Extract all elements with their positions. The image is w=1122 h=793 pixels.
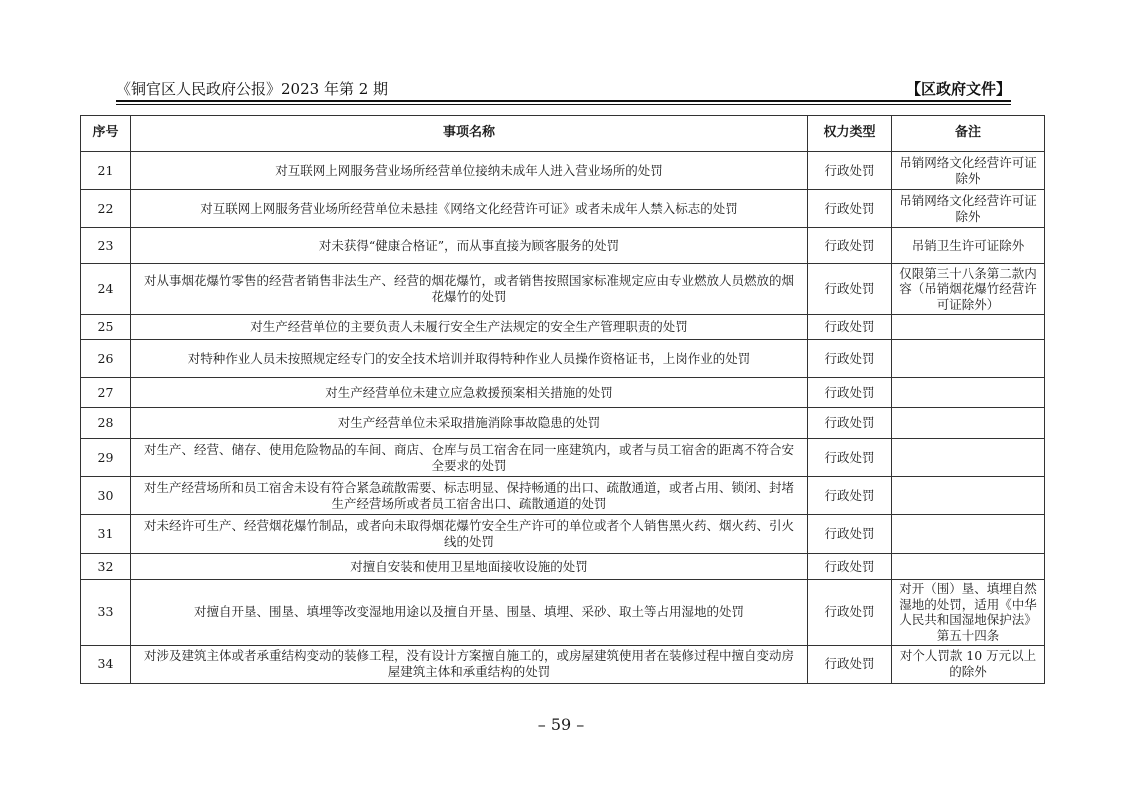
row-type: 行政处罚 — [808, 340, 892, 378]
row-no: 21 — [81, 152, 131, 190]
col-header-name: 事项名称 — [131, 116, 808, 152]
table-row — [81, 340, 1045, 378]
row-no: 26 — [81, 340, 131, 378]
row-name: 对生产经营单位未建立应急救援预案相关措施的处罚 — [131, 378, 808, 408]
row-no: 23 — [81, 228, 131, 264]
row-no: 29 — [81, 439, 131, 477]
header-rule-thin — [116, 104, 1011, 105]
row-note — [892, 515, 1045, 554]
header-rule-thick — [116, 100, 1011, 102]
row-name: 对未经许可生产、经营烟花爆竹制品，或者向未取得烟花爆竹安全生产许可的单位或者个人销售黑火药、烟火药、引火线的处罚 — [131, 515, 808, 554]
row-note: 吊销卫生许可证除外 — [892, 228, 1045, 264]
row-note — [892, 439, 1045, 477]
bulletin-title: 《铜官区人民政府公报》2023 年第 2 期 — [116, 80, 389, 98]
row-note: 吊销网络文化经营许可证除外 — [892, 190, 1045, 228]
table-row — [81, 190, 1045, 228]
table-row — [81, 264, 1045, 315]
row-type: 行政处罚 — [808, 378, 892, 408]
table-row — [81, 515, 1045, 554]
row-type: 行政处罚 — [808, 645, 892, 683]
row-name: 对未获得“健康合格证”，而从事直接为顾客服务的处罚 — [131, 228, 808, 264]
row-type: 行政处罚 — [808, 315, 892, 340]
row-note: 吊销网络文化经营许可证除外 — [892, 152, 1045, 190]
row-note — [892, 477, 1045, 515]
row-no: 25 — [81, 315, 131, 340]
row-type: 行政处罚 — [808, 228, 892, 264]
row-name: 对擅自开垦、围垦、填埋等改变湿地用途以及擅自开垦、围垦、填埋、采砂、取土等占用湿地的处罚 — [131, 580, 808, 646]
row-note — [892, 554, 1045, 580]
row-name: 对特种作业人员未按照规定经专门的安全技术培训并取得特种作业人员操作资格证书，上岗作业的处罚 — [131, 340, 808, 378]
row-no: 28 — [81, 408, 131, 439]
row-no: 34 — [81, 645, 131, 683]
row-no: 22 — [81, 190, 131, 228]
row-name: 对擅自安装和使用卫星地面接收设施的处罚 — [131, 554, 808, 580]
section-label: 【区政府文件】 — [905, 80, 1011, 98]
col-header-note: 备注 — [892, 116, 1045, 152]
row-note — [892, 378, 1045, 408]
row-name: 对生产经营单位的主要负责人未履行安全生产法规定的安全生产管理职责的处罚 — [131, 315, 808, 340]
row-note — [892, 408, 1045, 439]
row-no: 31 — [81, 515, 131, 554]
row-name: 对生产经营场所和员工宿舍未设有符合紧急疏散需要、标志明显、保持畅通的出口、疏散通道，或者占用、锁闭、封堵生产经营场所或者员工宿舍出口、疏散通道的处罚 — [131, 477, 808, 515]
row-type: 行政处罚 — [808, 580, 892, 646]
row-note — [892, 340, 1045, 378]
row-type: 行政处罚 — [808, 515, 892, 554]
row-no: 24 — [81, 264, 131, 315]
col-header-type: 权力类型 — [808, 116, 892, 152]
row-type: 行政处罚 — [808, 190, 892, 228]
table-row — [81, 315, 1045, 340]
table-row — [81, 408, 1045, 439]
row-no: 27 — [81, 378, 131, 408]
row-name: 对从事烟花爆竹零售的经营者销售非法生产、经营的烟花爆竹，或者销售按照国家标准规定应由专业燃放人员燃放的烟花爆竹的处罚 — [131, 264, 808, 315]
row-name: 对互联网上网服务营业场所经营单位未悬挂《网络文化经营许可证》或者未成年人禁入标志的处罚 — [131, 190, 808, 228]
col-header-no: 序号 — [81, 116, 131, 152]
page-number: – 59 – — [537, 715, 585, 734]
table-row — [81, 378, 1045, 408]
row-name: 对互联网上网服务营业场所经营单位接纳未成年人进入营业场所的处罚 — [131, 152, 808, 190]
table-row — [81, 477, 1045, 515]
row-no: 33 — [81, 580, 131, 646]
row-name: 对涉及建筑主体或者承重结构变动的装修工程，没有设计方案擅自施工的，或房屋建筑使用者在装修过程中擅自变动房屋建筑主体和承重结构的处罚 — [131, 645, 808, 683]
row-type: 行政处罚 — [808, 439, 892, 477]
row-type: 行政处罚 — [808, 264, 892, 315]
row-type: 行政处罚 — [808, 408, 892, 439]
table-row — [81, 152, 1045, 190]
table-row — [81, 439, 1045, 477]
running-header — [116, 76, 1011, 100]
row-no: 32 — [81, 554, 131, 580]
power-list-table — [80, 115, 1045, 684]
row-note — [892, 315, 1045, 340]
row-type: 行政处罚 — [808, 477, 892, 515]
row-name: 对生产、经营、储存、使用危险物品的车间、商店、仓库与员工宿舍在同一座建筑内，或者与员工宿舍的距离不符合安全要求的处罚 — [131, 439, 808, 477]
table-row — [81, 554, 1045, 580]
row-name: 对生产经营单位未采取措施消除事故隐患的处罚 — [131, 408, 808, 439]
table-row — [81, 580, 1045, 646]
row-type: 行政处罚 — [808, 554, 892, 580]
row-type: 行政处罚 — [808, 152, 892, 190]
row-note: 对开（围）垦、填埋自然湿地的处罚，适用《中华人民共和国湿地保护法》第五十四条 — [892, 580, 1045, 646]
row-no: 30 — [81, 477, 131, 515]
row-note: 对个人罚款 10 万元以上的除外 — [892, 645, 1045, 683]
table-row — [81, 228, 1045, 264]
row-note: 仅限第三十八条第二款内容（吊销烟花爆竹经营许可证除外） — [892, 264, 1045, 315]
table-row — [81, 645, 1045, 683]
table-header-row — [81, 116, 1045, 152]
